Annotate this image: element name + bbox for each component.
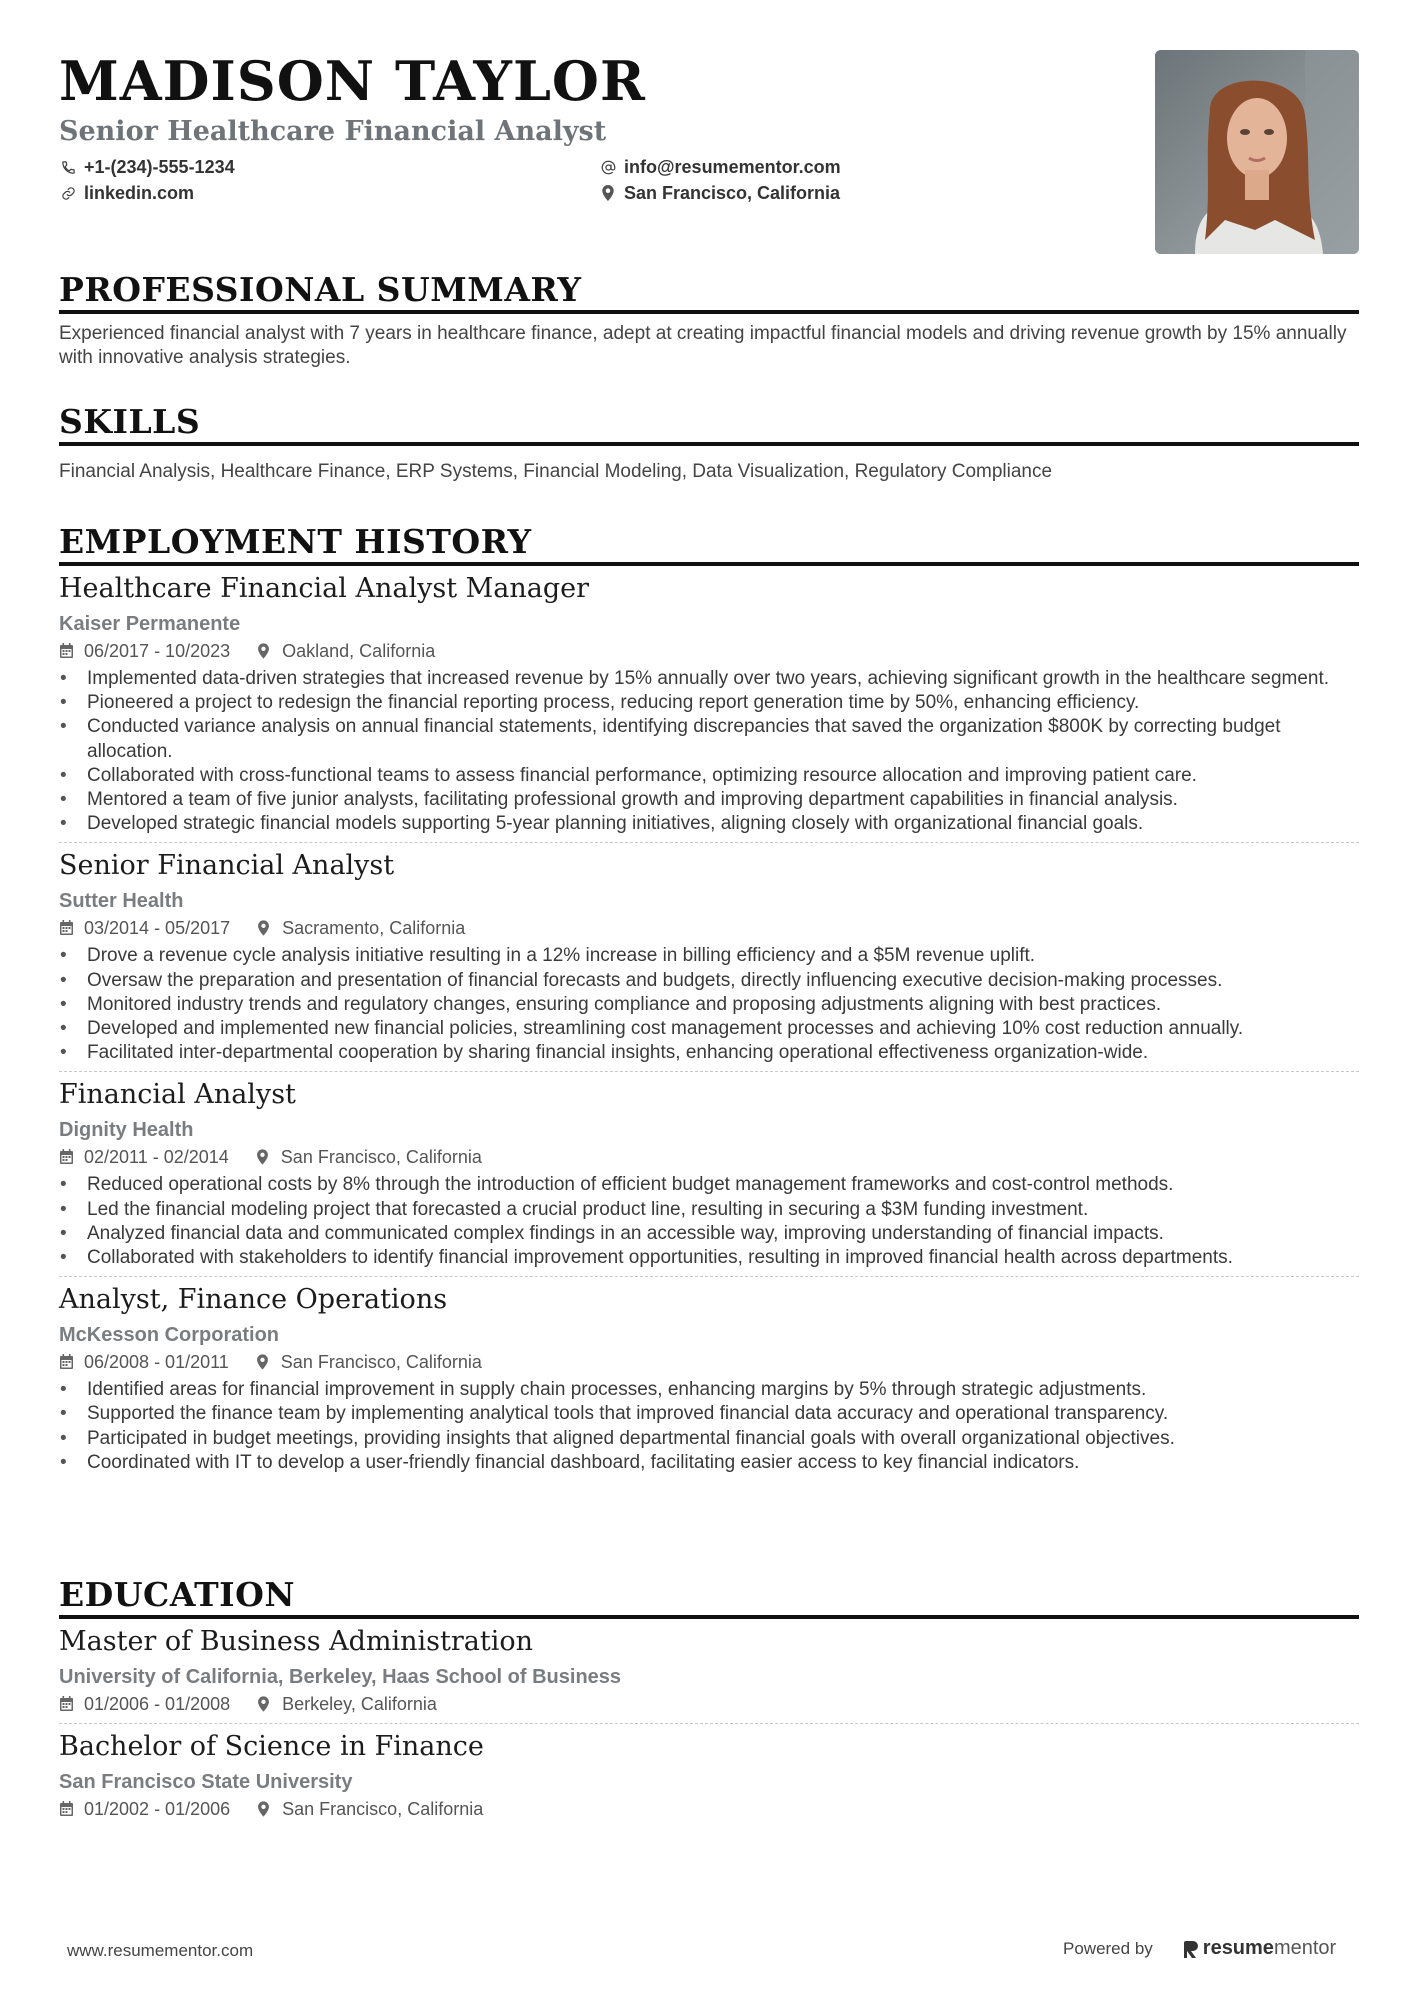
job-title: Analyst, Finance Operations bbox=[59, 1284, 448, 1316]
job-dates: 06/2008 - 01/2011 bbox=[84, 1352, 229, 1373]
calendar-icon bbox=[59, 1149, 75, 1165]
job-location: San Francisco, California bbox=[280, 1147, 482, 1168]
job-bullet: • Identified areas for financial improvement in supply chain processes, enhancing margins by 5% through strategic adjustments. bbox=[59, 1378, 1359, 1402]
job-location: Sacramento, California bbox=[282, 918, 466, 939]
skills-heading: SKILLS bbox=[59, 402, 1359, 446]
summary-section bbox=[59, 270, 1359, 370]
job-company: Kaiser Permanente bbox=[59, 613, 241, 635]
calendar-icon bbox=[59, 1354, 75, 1370]
at-icon bbox=[599, 158, 617, 176]
location-pin-icon bbox=[257, 643, 273, 659]
brand-icon bbox=[1183, 1939, 1199, 1959]
employment-heading: EMPLOYMENT HISTORY bbox=[59, 522, 1359, 566]
job-title: Financial Analyst bbox=[59, 1079, 296, 1111]
calendar-icon bbox=[59, 920, 75, 936]
link-icon bbox=[59, 184, 77, 202]
job-dates: 02/2011 - 02/2014 bbox=[84, 1147, 229, 1168]
job-entry bbox=[59, 570, 1359, 842]
footer-website[interactable]: www.resumementor.com bbox=[67, 1941, 254, 1960]
employment-section bbox=[59, 522, 1359, 1481]
job-bullet: • Led the financial modeling project that forecasted a crucial product line, resulting in securing a $3M funding investment. bbox=[59, 1198, 1359, 1222]
linkedin-text: linkedin.com bbox=[84, 182, 195, 203]
job-meta bbox=[59, 1144, 1359, 1170]
calendar-icon bbox=[59, 1801, 75, 1817]
job-bullet: • Drove a revenue cycle analysis initiative resulting in a 12% increase in billing efficiency and a $5M revenue uplift. bbox=[59, 944, 1359, 968]
education-heading: EDUCATION bbox=[59, 1575, 1359, 1619]
contact-linkedin[interactable] bbox=[59, 180, 194, 206]
location-pin-icon bbox=[257, 920, 273, 936]
job-bullet: • Conducted variance analysis on annual financial statements, identifying discrepancies that saved the organization $800K by correcting budget allocation. bbox=[59, 715, 1359, 763]
job-bullet: • Facilitated inter-departmental cooperation by sharing financial insights, enhancing operational effectiveness organization-wide. bbox=[59, 1041, 1359, 1065]
job-bullet: • Monitored industry trends and regulatory changes, ensuring compliance and proposing adjustments aligning with best practices. bbox=[59, 993, 1359, 1017]
job-bullets bbox=[59, 1173, 1359, 1276]
contact-phone[interactable] bbox=[59, 154, 235, 180]
job-meta bbox=[59, 638, 1359, 664]
location-pin-icon bbox=[257, 1801, 273, 1817]
phone-text: +1-(234)-555-1234 bbox=[84, 156, 235, 177]
summary-text: Experienced financial analyst with 7 years in healthcare finance, adept at creating impactful financial models and driving revenue growth by 15% annually with innovative analysis strategies. bbox=[59, 323, 1347, 368]
job-bullet: • Analyzed financial data and communicated complex findings in an accessible way, improving understanding of financial impacts. bbox=[59, 1222, 1359, 1246]
job-location: Oakland, California bbox=[282, 641, 436, 661]
education-location: San Francisco, California bbox=[282, 1799, 484, 1819]
job-bullets bbox=[59, 944, 1359, 1071]
school-name: San Francisco State University bbox=[59, 1771, 353, 1793]
phone-icon bbox=[59, 158, 77, 176]
job-bullet: • Pioneered a project to redesign the financial reporting process, reducing report generation time by 50%, enhancing efficiency. bbox=[59, 691, 1359, 715]
job-bullet: • Developed and implemented new financial policies, streamlining cost management processes and achieving 10% cost reduction annually. bbox=[59, 1017, 1359, 1041]
contact-info bbox=[59, 154, 1059, 210]
candidate-name: MADISON TAYLOR bbox=[59, 49, 646, 113]
location-text: San Francisco, California bbox=[624, 182, 841, 203]
job-bullet: • Oversaw the preparation and presentation of financial forecasts and budgets, directly influencing executive decision-making processes. bbox=[59, 969, 1359, 993]
calendar-icon bbox=[59, 1696, 75, 1712]
job-entry bbox=[59, 1071, 1359, 1276]
education-entry bbox=[59, 1723, 1359, 1822]
job-location: San Francisco, California bbox=[280, 1352, 482, 1373]
contact-email[interactable] bbox=[599, 154, 841, 180]
brand-bold: resume bbox=[1202, 1937, 1274, 1959]
job-bullet: • Developed strategic financial models supporting 5-year planning initiatives, aligning closely with organizational financial goals. bbox=[59, 812, 1359, 836]
school-name: University of California, Berkeley, Haas School of Business bbox=[59, 1666, 622, 1688]
job-bullet: • Collaborated with stakeholders to identify financial improvement opportunities, resulting in improved financial health across departments. bbox=[59, 1246, 1359, 1270]
education-meta bbox=[59, 1796, 1359, 1822]
location-pin-icon bbox=[599, 184, 617, 202]
job-entry bbox=[59, 842, 1359, 1071]
profile-photo bbox=[1155, 50, 1359, 254]
skills-text: Financial Analysis, Healthcare Finance, ERP Systems, Financial Modeling, Data Visualization, Regulatory Compliance bbox=[59, 461, 1053, 482]
job-company: Dignity Health bbox=[59, 1119, 194, 1142]
header bbox=[59, 48, 1059, 210]
job-bullet: • Collaborated with cross-functional teams to assess financial performance, optimizing resource allocation and improving patient care. bbox=[59, 764, 1359, 788]
job-dates: 06/2017 - 10/2023 bbox=[84, 641, 231, 661]
job-meta bbox=[59, 915, 1359, 941]
skills-section bbox=[59, 402, 1359, 484]
education-entry bbox=[59, 1623, 1359, 1723]
education-dates: 01/2006 - 01/2008 bbox=[84, 1694, 231, 1714]
education-location: Berkeley, California bbox=[282, 1694, 437, 1714]
brand-light: mentor bbox=[1273, 1937, 1337, 1959]
job-company: McKesson Corporation bbox=[59, 1324, 280, 1347]
job-title: Healthcare Financial Analyst Manager bbox=[59, 573, 590, 604]
summary-heading: PROFESSIONAL SUMMARY bbox=[59, 270, 1359, 314]
job-meta bbox=[59, 1349, 1359, 1375]
job-bullet: • Supported the finance team by implementing analytical tools that improved financial data accuracy and operational transparency. bbox=[59, 1402, 1359, 1426]
degree-title: Master of Business Administration bbox=[59, 1626, 534, 1657]
job-company: Sutter Health bbox=[59, 890, 184, 913]
brand-logo[interactable] bbox=[1183, 1937, 1336, 1960]
calendar-icon bbox=[59, 643, 75, 659]
job-bullets bbox=[59, 1378, 1359, 1481]
education-section bbox=[59, 1575, 1359, 1822]
degree-title: Bachelor of Science in Finance bbox=[59, 1731, 484, 1762]
powered-by-label: Powered by bbox=[1063, 1938, 1153, 1958]
job-bullet: • Participated in budget meetings, providing insights that aligned departmental financial goals with overall organizational objectives. bbox=[59, 1427, 1359, 1451]
job-bullet: • Coordinated with IT to develop a user-friendly financial dashboard, facilitating easier access to key financial indicators. bbox=[59, 1451, 1359, 1475]
email-text: info@resumementor.com bbox=[624, 156, 841, 177]
footer-powered-by bbox=[1063, 1937, 1336, 1960]
job-title: Senior Financial Analyst bbox=[59, 850, 395, 882]
education-meta bbox=[59, 1691, 1359, 1723]
job-bullet: • Mentored a team of five junior analysts, facilitating professional growth and improving department capabilities in financial analysis. bbox=[59, 788, 1359, 812]
contact-location bbox=[599, 180, 840, 206]
location-pin-icon bbox=[256, 1149, 272, 1165]
candidate-title: Senior Healthcare Financial Analyst bbox=[59, 116, 607, 147]
location-pin-icon bbox=[257, 1696, 273, 1712]
education-dates: 01/2002 - 01/2006 bbox=[84, 1799, 231, 1819]
job-bullets bbox=[59, 667, 1359, 842]
job-bullet: • Implemented data-driven strategies that increased revenue by 15% annually over two years, achieving significant growth in the healthcare segment. bbox=[59, 667, 1359, 691]
location-pin-icon bbox=[256, 1354, 272, 1370]
job-entry bbox=[59, 1276, 1359, 1481]
job-dates: 03/2014 - 05/2017 bbox=[84, 918, 231, 939]
job-bullet: • Reduced operational costs by 8% through the introduction of efficient budget management frameworks and cost-control methods. bbox=[59, 1173, 1359, 1197]
